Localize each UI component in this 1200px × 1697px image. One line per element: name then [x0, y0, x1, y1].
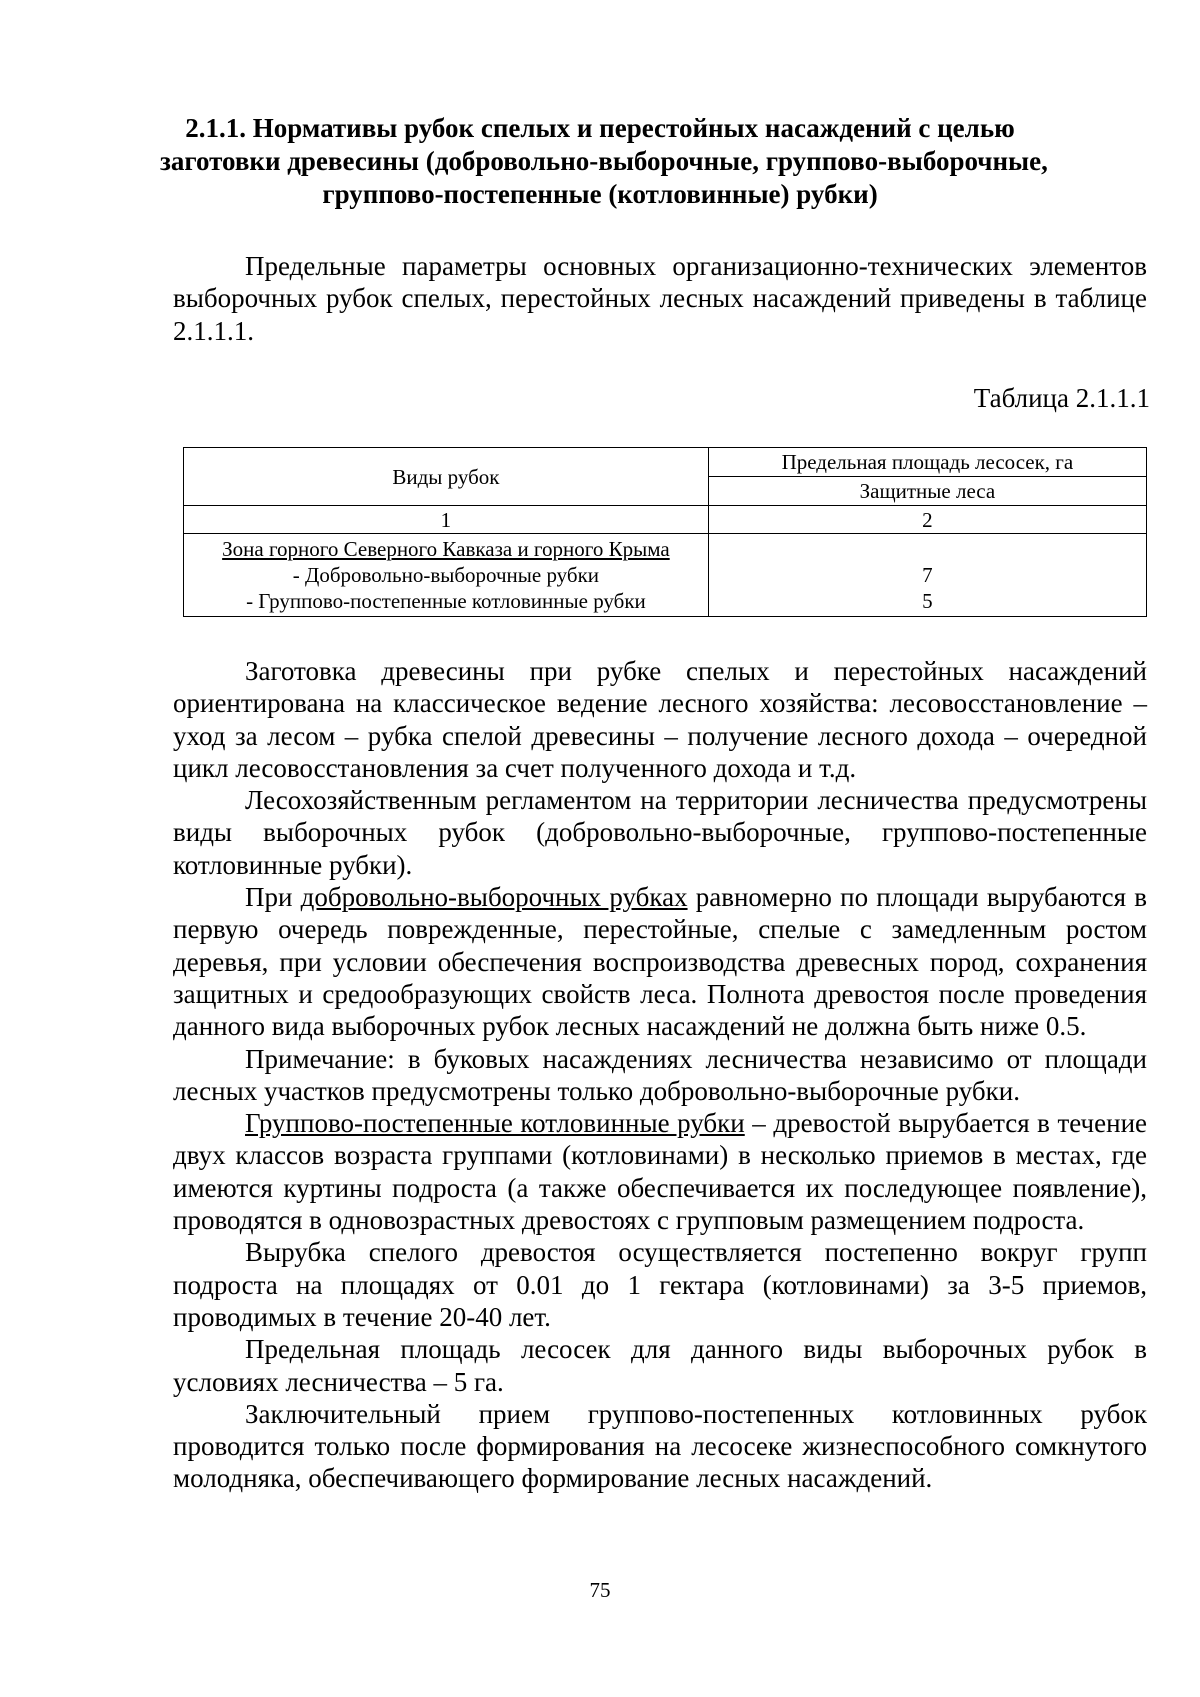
paragraph: Предельная площадь лесосек для данного виды выборочных рубок в условиях лесничества – 5 га. — [173, 1334, 1147, 1397]
page-number: 75 — [589, 1578, 611, 1602]
paragraph-lead: При — [245, 882, 301, 913]
term-group-cuts: Группово-постепенные котловинные рубки — [245, 1108, 745, 1139]
paragraph-rest: – древостой вырубается в течение двух классов возраста группами (котловинами) в несколько приемов в местах, где имеются куртины подроста (а также обеспечивается их последующее появление), проводятся в одновозрастных древостоях с групповым размещением подроста. — [173, 1108, 1148, 1236]
header-max-area: Предельная площадь лесосек, га — [708, 448, 1146, 477]
paragraph-rest: равномерно по площади вырубаются в первую очередь поврежденные, перестойные, спелые с замедленным ростом деревья, при условии обеспечения воспроизводства древесных пород, сохранения защитных и средообразующих свойств леса. Полнота древостоя после проведения данного вида выборочных рубок лесных насаждений не должна быть ниже 0.5. — [173, 882, 1148, 1042]
column-number-2: 2 — [708, 506, 1146, 534]
term-selective-cuts: добровольно-выборочных рубках — [300, 882, 688, 913]
column-number-1: 1 — [184, 506, 709, 534]
table-row-values — [708, 534, 1146, 617]
paragraph — [173, 1107, 1147, 1236]
zone-name: Зона горного Северного Кавказа и горного Крыма — [222, 537, 670, 561]
intro-block — [173, 250, 1147, 347]
row-name: - Группово-постепенные котловинные рубки — [246, 589, 646, 613]
header-protective-forests: Защитные леса — [708, 477, 1146, 506]
row-value: 7 — [922, 563, 933, 587]
paragraph: Лесохозяйственным регламентом на территории лесничества предусмотрены виды выборочных рубок (добровольно-выборочные, группово-постепенные котловинные рубки). — [173, 785, 1147, 880]
intro-paragraph: Предельные параметры основных организационно-технических элементов выборочных рубок спелых, перестойных лесных насаждений приведены в таблице 2.1.1.1. — [173, 251, 1147, 346]
paragraph — [173, 881, 1147, 1042]
row-name: - Добровольно-выборочные рубки — [292, 563, 600, 587]
paragraph: Заключительный прием группово-постепенных котловинных рубок проводится только после формирования на лесосеке жизнеспособного сомкнутого молодняка, обеспечивающего формирование лесных насаждений. — [173, 1398, 1147, 1494]
norms-table — [183, 447, 1147, 617]
heading-line: группово-постепенные (котловинные) рубки) — [322, 179, 878, 209]
heading-line: 2.1.1. Нормативы рубок спелых и перестойных насаждений с целью — [185, 113, 1015, 143]
heading-line: заготовки древесины (добровольно-выборочные, групповo-выборочные, — [160, 146, 1048, 176]
paragraph: Заготовка древесины при рубке спелых и перестойных насаждений ориентирована на классическое ведение лесного хозяйства: лесовосстановление – уход за лесом – рубка спелой древесины – получение лесного дохода – очередной цикл лесовосстановления за счет полученного дохода и т.д. — [173, 656, 1147, 783]
section-heading — [160, 112, 1048, 211]
row-value: 5 — [922, 589, 933, 613]
paragraph: Вырубка спелого древостоя осуществляется постепенно вокруг групп подроста на площадях от 0.01 до 1 гектара (котловинами) за 3-5 приемов, проводимых в течение 20-40 лет. — [173, 1237, 1147, 1332]
header-cut-types: Виды рубок — [184, 448, 709, 506]
body-text — [173, 655, 1147, 1495]
table-caption: Таблица 2.1.1.1 — [973, 383, 1150, 413]
paragraph: Примечание: в буковых насаждениях лесничества независимо от площади лесных участков предусмотрены только добровольно-выборочные рубки. — [173, 1043, 1147, 1106]
table-row-zone — [184, 534, 709, 617]
